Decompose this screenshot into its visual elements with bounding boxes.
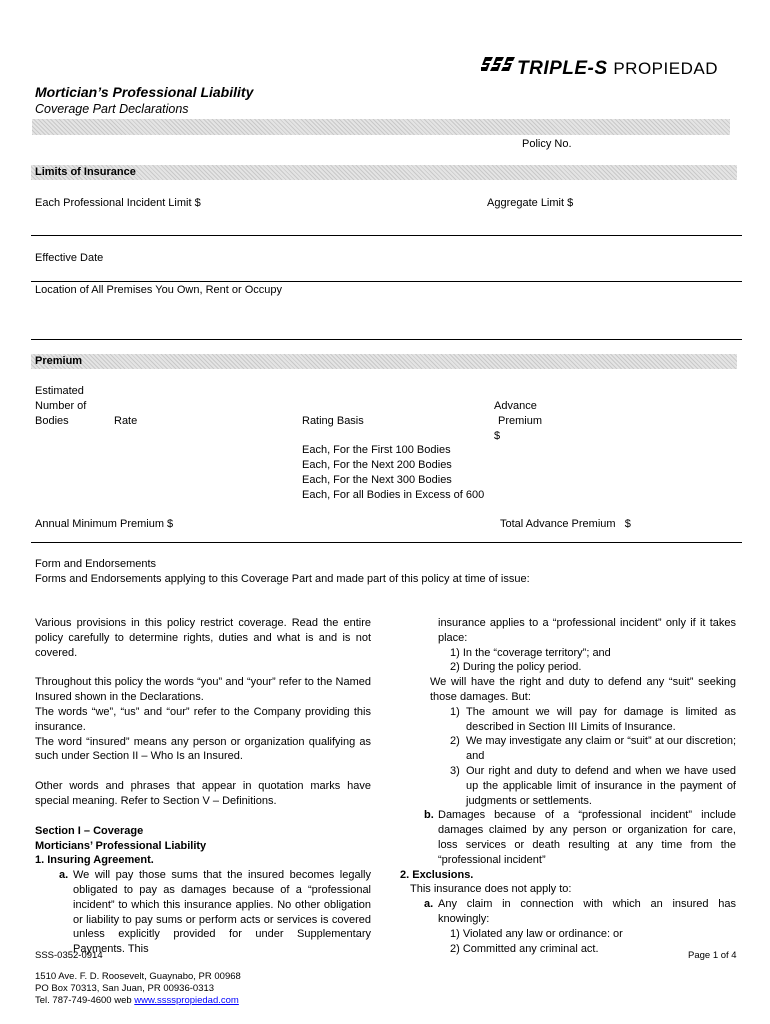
- paragraph: We will have the right and duty to defend any “suit” seeking those damages. But:: [430, 676, 736, 703]
- col-advance-line3: $: [494, 430, 501, 442]
- list-item: 1) In the “coverage territory”; and: [450, 646, 611, 659]
- paragraph: The words “we”, “us” and “our” refer to the Company providing this insurance.: [35, 705, 371, 733]
- policy-no-label: Policy No.: [522, 138, 572, 150]
- aggregate-limit: Aggregate Limit $: [487, 197, 574, 209]
- total-advance-premium: Total Advance Premium $: [500, 518, 631, 530]
- divider: [31, 281, 742, 282]
- col-bodies-line1: Estimated: [35, 385, 84, 397]
- logo-brand: TRIPLE-S: [517, 58, 608, 79]
- basis-row: Each, For all Bodies in Excess of 600: [302, 489, 485, 501]
- list-item: 2) During the policy period.: [450, 661, 582, 674]
- item-text: Any claim in connection with which an insured has knowingly:: [438, 898, 736, 925]
- paragraph: insurance applies to a “professional incident” only if it takes place:: [438, 617, 736, 644]
- annual-minimum-premium: Annual Minimum Premium $: [35, 518, 174, 530]
- list-text: Our right and duty to defend and when we have used up the applicable limit of insurance in the payment of judgments or settlements.: [466, 764, 736, 807]
- divider: [31, 339, 742, 340]
- effective-date-label: Effective Date: [35, 252, 104, 264]
- triple-s-mark-icon: [481, 55, 515, 81]
- item-heading: 2. Exclusions.: [400, 868, 474, 881]
- list-number: 2): [450, 735, 460, 748]
- paragraph: The word “insured” means any person or organization qualifying as such under Section II – Who Is an Insured.: [35, 735, 371, 763]
- col-rate: Rate: [114, 415, 138, 427]
- paragraph: Throughout this policy the words “you” and “your” refer to the Named Insured shown in the Declarations.: [35, 676, 371, 704]
- forms-text: Forms and Endorsements applying to this Coverage Part and made part of this policy at time of issue:: [35, 573, 530, 585]
- premium-section-bar: [31, 354, 737, 369]
- item-text: Damages because of a “professional incident” include damages claimed by any person or organization for care, loss services or death resulting at any time from the “professional incident”: [438, 809, 736, 866]
- website-link[interactable]: www.sssspropiedad.com: [134, 995, 239, 1006]
- page-subtitle: Coverage Part Declarations: [35, 102, 189, 116]
- divider: [31, 235, 742, 236]
- page-number: Page 1 of 4: [688, 950, 737, 961]
- page-title: Mortician’s Professional Liability: [35, 84, 254, 100]
- location-label: Location of All Premises You Own, Rent or Occupy: [35, 284, 283, 296]
- list-item: 1) Violated any law or ordinance: or: [450, 927, 623, 940]
- form-number: SSS-0352-0914: [35, 950, 103, 961]
- basis-row: Each, For the Next 300 Bodies: [302, 474, 452, 486]
- basis-row: Each, For the Next 200 Bodies: [302, 459, 452, 471]
- each-incident-limit: Each Professional Incident Limit $: [35, 197, 201, 209]
- forms-heading: Form and Endorsements: [35, 558, 157, 570]
- col-bodies-line2: Number of: [35, 400, 87, 412]
- list-text: We may investigate any claim or “suit” at our discretion; and: [466, 735, 737, 763]
- list-number: 1): [450, 705, 460, 718]
- contact-line: [35, 995, 239, 1007]
- item-label: b.: [424, 809, 434, 822]
- right-column: [400, 616, 736, 956]
- logo-wordmark: [517, 58, 718, 80]
- list-text: The amount we will pay for damage is limited as described in Section III Limits of Insurance.: [466, 705, 736, 733]
- item-text: We will pay those sums that the insured becomes legally obligated to pay as damages because of a “professional incident” to which this insurance applies. No other obligation or liability to pay sums or perform acts or services is covered unless explicitly provided for under Supplementary Payments. This: [73, 869, 371, 956]
- col-rating-basis: Rating Basis: [302, 415, 364, 427]
- list-number: 3): [450, 764, 460, 777]
- basis-row: Each, For the First 100 Bodies: [302, 444, 451, 456]
- section-heading: Section I – Coverage: [35, 824, 144, 837]
- section-subheading: Morticians’ Professional Liability: [35, 839, 207, 852]
- item-label: a.: [424, 898, 434, 911]
- logo-suffix: PROPIEDAD: [613, 59, 718, 78]
- col-advance-line1: Advance: [494, 400, 537, 412]
- col-advance-line2: Premium: [498, 415, 543, 427]
- left-column: [35, 616, 371, 957]
- limits-heading: Limits of Insurance: [35, 166, 136, 178]
- paragraph: Other words and phrases that appear in quotation marks have special meaning. Refer to Section V – Definitions.: [35, 780, 371, 807]
- item-heading: 1. Insuring Agreement.: [35, 854, 154, 867]
- header-divider-bar: [32, 119, 730, 135]
- address-line: 1510 Ave. F. D. Roosevelt, Guaynabo, PR 00968: [35, 971, 241, 982]
- paragraph: This insurance does not apply to:: [410, 883, 572, 896]
- col-bodies-line3: Bodies: [35, 415, 69, 427]
- telephone: Tel. 787-749-4600 web: [35, 995, 135, 1006]
- list-item: 2) Committed any criminal act.: [450, 942, 599, 955]
- address-line: PO Box 70313, San Juan, PR 00936-0313: [35, 983, 215, 994]
- paragraph: Various provisions in this policy restrict coverage. Read the entire policy carefully to determine rights, duties and what is and is not covered.: [35, 617, 371, 659]
- divider: [31, 542, 742, 543]
- limits-section-bar: [31, 165, 737, 180]
- item-label: a.: [59, 869, 69, 882]
- premium-heading: Premium: [35, 355, 83, 367]
